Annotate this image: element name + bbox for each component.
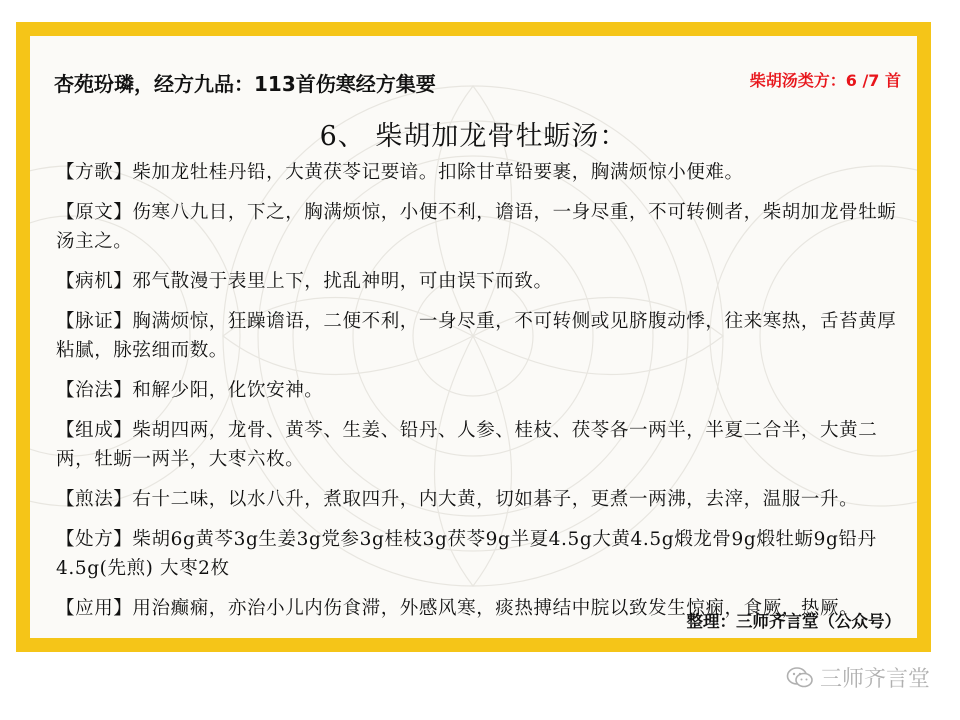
wechat-icon <box>786 666 814 690</box>
paragraph-zhifa: 【治法】和解少阳，化饮安神。 <box>56 380 324 401</box>
paragraph-yingyong: 【应用】用治癫痫，亦治小儿内伤食滞，外感风寒，痰热搏结中脘以致发生惊痫，食厥，热厥。 <box>56 598 859 619</box>
paragraph-yuanwen: 【原文】伤寒八九日，下之，胸满烦惊，小便不利，谵语，一身尽重，不可转侧者，柴胡加龙骨牡蛎汤主之。 <box>56 202 897 252</box>
paragraph-zucheng: 【组成】柴胡四两，龙骨、黄芩、生姜、铅丹、人参、桂枝、茯苓各一两半，半夏二合半，大黄二两，牡蛎一两半，大枣六枚。 <box>56 420 878 470</box>
slide-frame <box>16 22 931 652</box>
paragraph-fangge: 【方歌】柴加龙牡桂丹铅，大黄茯苓记要谙。扣除甘草铅要裹，胸满烦惊小便难。 <box>56 162 744 183</box>
watermark-text: 三师齐言堂 <box>819 667 930 692</box>
credit-note: 整理：三师齐言堂（公众号） <box>686 612 901 631</box>
paragraph-chufang: 【处方】柴胡6g黄芩3g生姜3g党参3g桂枝3g茯苓9g半夏4.5g大黄4.5g煅龙骨9g煅牡蛎9g铅丹4.5g(先煎) 大枣2枚 <box>56 529 877 579</box>
content-body <box>56 158 899 634</box>
section-title: 6、 柴胡加龙骨牡蛎汤： <box>319 121 628 152</box>
paragraph-jianfa: 【煎法】右十二味，以水八升，煮取四升，内大黄，切如碁子，更煮一两沸，去滓，温服一升。 <box>56 489 859 510</box>
header-title: 杏苑玢璘，经方九品：113首伤寒经方集要 <box>54 72 436 96</box>
category-counter: 柴胡汤类方：6 /7 首 <box>749 71 901 90</box>
paragraph-bingji: 【病机】邪气散漫于表里上下，扰乱神明，可由误下而致。 <box>56 271 553 292</box>
watermark <box>786 662 930 693</box>
paragraph-maizheng: 【脉证】胸满烦惊，狂躁谵语，二便不利，一身尽重，不可转侧或见脐腹动悸，往来寒热，舌苔黄厚粘腻，脉弦细而数。 <box>56 311 897 361</box>
